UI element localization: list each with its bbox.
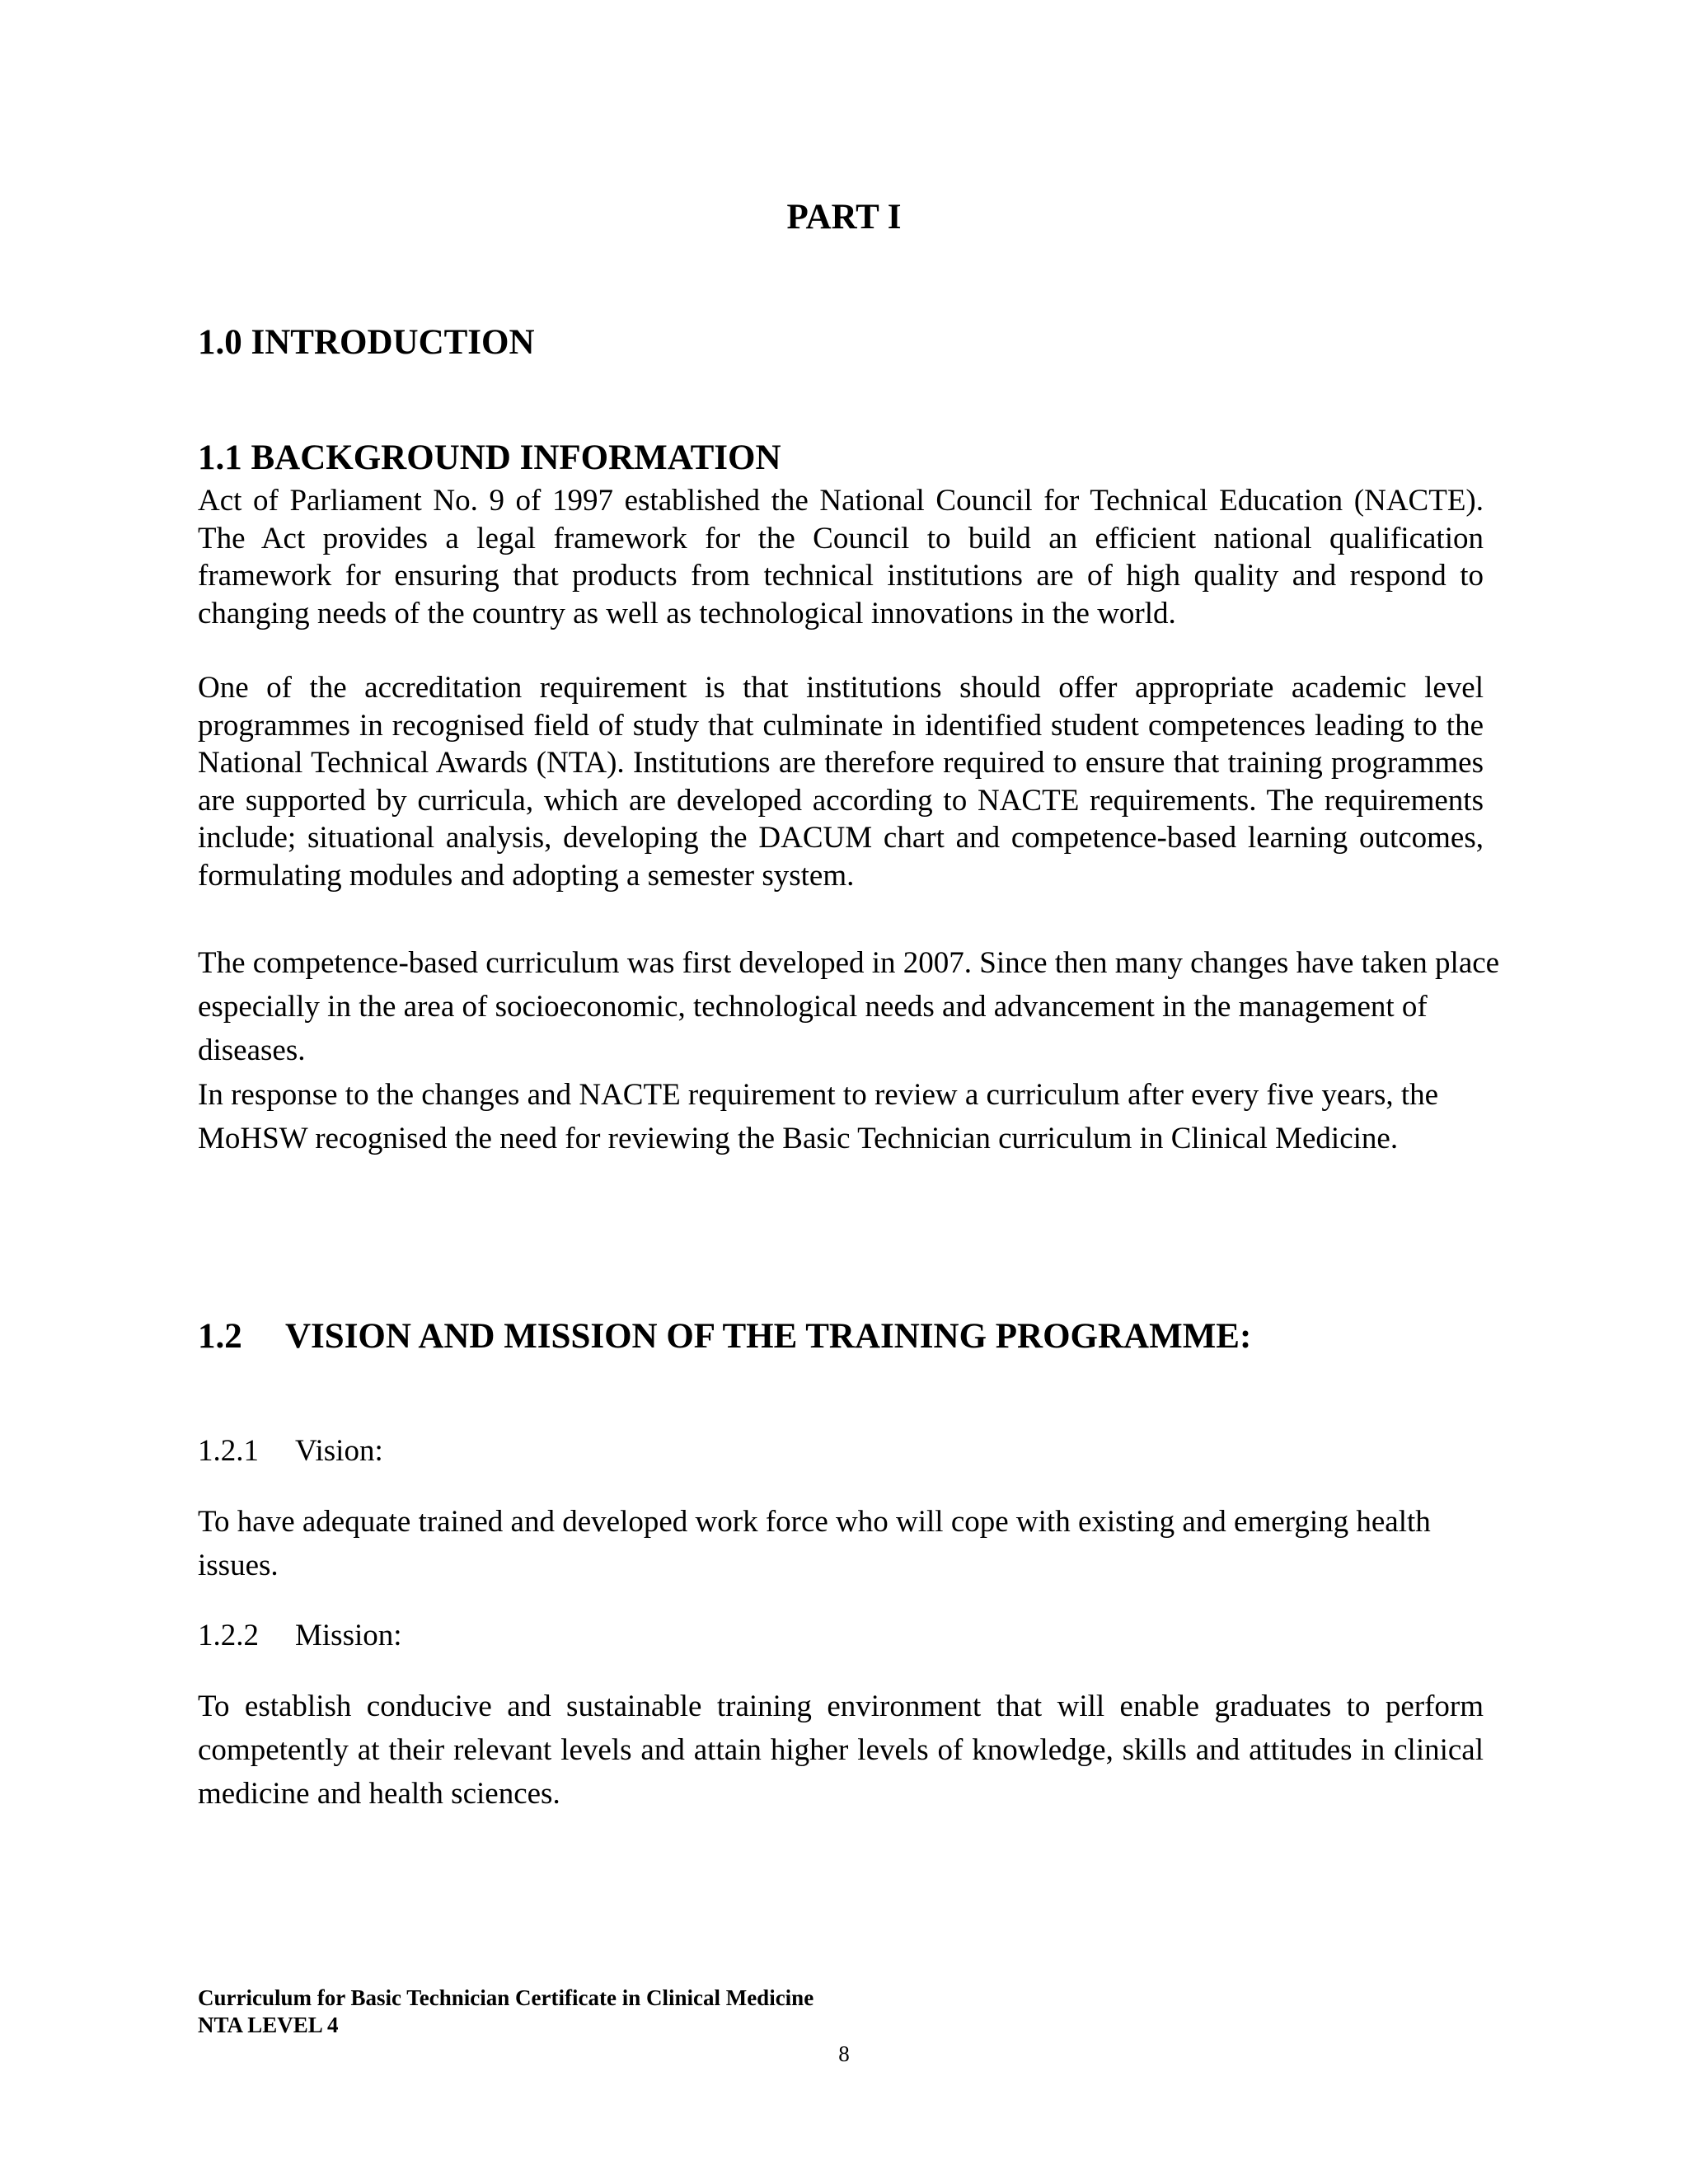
vision-number: 1.2.1 xyxy=(198,1434,259,1468)
mission-label: Mission: xyxy=(295,1619,402,1652)
vision-label: Vision: xyxy=(295,1434,383,1468)
vision-subheading xyxy=(198,1432,383,1469)
part-title: PART I xyxy=(786,198,902,237)
vision-mission-number: 1.2 xyxy=(198,1317,242,1356)
vision-mission-heading xyxy=(198,1315,1251,1358)
page-number: 8 xyxy=(838,2041,850,2066)
footer-level: NTA LEVEL 4 xyxy=(198,2013,339,2037)
mission-text: To establish conducive and sustainable training environment that will enable graduates to perform competently at their relevant levels and attain higher levels of knowledge, skills and attitudes in clinical medicine and health sciences. xyxy=(198,1690,1484,1811)
introduction-heading: 1.0 INTRODUCTION xyxy=(198,323,535,362)
background-paragraph-3: The competence-based curriculum was first developed in 2007. Since then many changes have taken place especially in the area of socioeconomic, technological needs and advancement in the management of diseases. xyxy=(198,946,1500,1067)
vision-text: To have adequate trained and developed work force who will cope with existing and emerging health issues. xyxy=(198,1505,1431,1582)
background-paragraph-1: Act of Parliament No. 9 of 1997 established the National Council for Technical Education (NACTE). The Act provides a legal framework for the Council to build an efficient national qualification framework for ensuring that products from technical institutions are of high quality and respond to changing needs of the country as well as technological innovations in the world. xyxy=(198,484,1484,630)
background-paragraph-4: In response to the changes and NACTE requirement to review a curriculum after every five years, the MoHSW recognised the need for reviewing the Basic Technician curriculum in Clinical Medicine. xyxy=(198,1078,1439,1155)
mission-subheading xyxy=(198,1617,402,1654)
page-footer xyxy=(198,1985,814,2039)
vision-mission-title: VISION AND MISSION OF THE TRAINING PROGRAMME: xyxy=(285,1317,1252,1356)
background-heading: 1.1 BACKGROUND INFORMATION xyxy=(198,438,781,477)
footer-title: Curriculum for Basic Technician Certificate in Clinical Medicine xyxy=(198,1985,814,2010)
background-paragraph-2: One of the accreditation requirement is that institutions should offer appropriate academic level programmes in recognised field of study that culminate in identified student competences leading to the National Technical Awards (NTA). Institutions are therefore required to ensure that training programmes are supported by curricula, which are developed according to NACTE requirements. The requirements include; situational analysis, developing the DACUM chart and competence-based learning outcomes, formulating modules and adopting a semester system. xyxy=(198,671,1484,893)
mission-number: 1.2.2 xyxy=(198,1619,259,1652)
